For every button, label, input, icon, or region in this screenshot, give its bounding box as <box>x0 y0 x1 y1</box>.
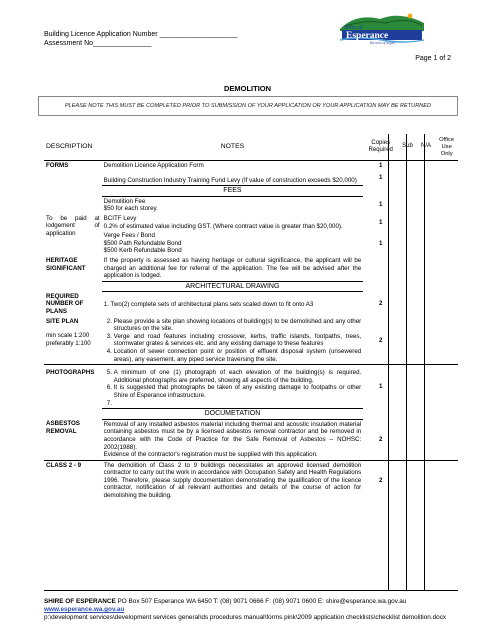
class-note: The demolition of Class 2 to 9 buildings necessitates an approved licensed demolition contractor to carry out the work in accordance with Occupation Safety and Health Regulations 1996. Therefore, please supply documentation demonstrating the qualification of the licence contractor, notification of all relevant authorities and details of the course of action for demolishing the building. <box>103 461 362 500</box>
document-title: DEMOLITION <box>223 84 272 93</box>
sub-checkbox[interactable] <box>398 365 417 409</box>
col-notes: NOTES <box>102 134 364 161</box>
site-plan-copies: 2 <box>363 317 398 365</box>
table-bottom-rule <box>44 590 458 591</box>
table-row <box>44 231 458 256</box>
bcitf-form-note: Building Construction Industry Training Fund Levy (If value of construction exceeds $20,000) <box>103 176 357 184</box>
architectural-title: ARCHITECTURAL DRAWING <box>102 281 364 292</box>
na-checkbox[interactable] <box>417 419 436 460</box>
assessment-number-line: Assessment No_______________ <box>44 40 152 47</box>
table-header-row <box>44 134 458 161</box>
office-cell <box>435 214 458 231</box>
table-row <box>44 317 458 365</box>
sub-checkbox[interactable] <box>398 292 417 317</box>
sub-checkbox[interactable] <box>398 161 417 171</box>
column-divider <box>388 134 389 590</box>
footer <box>44 598 458 622</box>
footer-address: PO Box 507 Esperance WA 6450 T: (08) 9071 0666 F: (08) 9071 0600 E: shire@esperance.wa.gov.au <box>115 598 407 605</box>
notice-text: PLEASE NOTE THIS MUST BE COMPLETED PRIOR TO SUBMISSION OF YOUR APPLICATION OR YOUR APPLICATION MAY BE RETURNED <box>64 103 432 109</box>
heritage-note: If the property is assessed as having heritage or cultural significance, the applicant will be charged an additional fee for referral of the application. The fee will be advised after the application is lodged. <box>103 256 362 280</box>
office-cell <box>435 419 458 460</box>
list-item: 4. Location of sewer connection point or position of effluent disposal system (unsewered areas), any easement, any piped service traversing the site. <box>114 348 362 363</box>
list-item: 6. It is suggested that photographs be taken of any existing damage to footpaths or other Shire of Esperance infrastructure. <box>114 384 362 399</box>
office-cell <box>435 231 458 256</box>
list-item: 2. Please provide a site plan showing locations of building(s) to be demolished and any other structures on the site. <box>114 318 362 333</box>
site-plan-list <box>104 318 362 364</box>
table-row <box>44 256 458 281</box>
na-checkbox[interactable] <box>417 161 436 171</box>
office-cell <box>435 171 458 186</box>
list-item <box>114 400 362 408</box>
col-office: Office Use Only <box>435 134 458 161</box>
documentation-title: DOCUMETATION <box>102 409 364 420</box>
architectural-section-row <box>44 281 458 292</box>
table-row <box>44 419 458 460</box>
required-plans-note: 1. Two(2) complete sets of architectural plans sets scaled down to fit onto A3 <box>103 300 314 308</box>
site-plan-label: SITE PLAN <box>46 317 79 325</box>
notice-box <box>38 96 458 116</box>
asbestos-copies: 2 <box>363 419 398 460</box>
na-checkbox[interactable] <box>417 256 436 281</box>
asbestos-label: ASBESTOS REMOVAL <box>44 419 102 460</box>
table-row <box>44 214 458 231</box>
bcitf-form-copies: 1 <box>379 174 383 182</box>
class-copies: 2 <box>379 476 383 484</box>
sub-checkbox[interactable] <box>398 171 417 186</box>
table-row <box>44 460 458 500</box>
footer-contact <box>44 598 458 606</box>
na-checkbox[interactable] <box>417 171 436 186</box>
na-checkbox[interactable] <box>417 317 436 365</box>
sub-checkbox[interactable] <box>398 317 417 365</box>
forms-copies: 1 <box>379 162 383 169</box>
logo-small-text: Shire of <box>344 25 363 31</box>
photographs-list <box>104 369 362 407</box>
verge-fees-copies: 1 <box>379 239 383 247</box>
na-checkbox[interactable] <box>417 292 436 317</box>
list-item: 5. A minimum of one (1) photograph of each elevation of the building(s) is required. Additional photographs are preferred, showing all aspects of the building. <box>114 369 362 384</box>
sub-checkbox[interactable] <box>398 419 417 460</box>
na-checkbox[interactable] <box>417 231 436 256</box>
footer-org: SHIRE OF ESPERANCE <box>44 598 116 605</box>
table-row <box>44 161 458 171</box>
office-cell <box>435 196 458 214</box>
table-row <box>44 292 458 317</box>
footer-website-link[interactable]: www.esperance.wa.gov.au <box>44 606 125 613</box>
sub-checkbox[interactable] <box>398 214 417 231</box>
office-cell <box>435 292 458 317</box>
heritage-label: HERITAGE SIGNIFICANT <box>46 256 86 272</box>
sub-checkbox[interactable] <box>398 231 417 256</box>
na-checkbox[interactable] <box>417 214 436 231</box>
col-copies: Copies Required <box>363 134 398 161</box>
bcitf-levy-note: BCITF Levy 0.2% of estimated value including GST. (Where contract value is greater than $20,000). <box>103 214 343 230</box>
fees-title: FEES <box>102 186 364 197</box>
photographs-label: PHOTOGRAPHS <box>46 369 95 377</box>
required-plans-label: REQUIRED NUMBER OF PLANS <box>46 292 84 315</box>
na-checkbox[interactable] <box>417 460 436 500</box>
documentation-section-row <box>44 409 458 420</box>
site-plan-scale: min scale 1:200 preferably 1:100 <box>46 332 91 347</box>
forms-note: Demolition Licence Application Form <box>103 162 204 169</box>
shire-logo <box>336 9 430 45</box>
table-row <box>44 171 458 186</box>
photographs-copies: 1 <box>379 383 383 391</box>
table-row <box>44 196 458 214</box>
col-description: DESCRIPTION <box>44 134 102 161</box>
forms-label: FORMS <box>46 162 69 169</box>
logo-main-text: Esperance <box>346 31 389 41</box>
demolition-fee-note: Demolition Fee $50 for each storey. <box>103 197 158 213</box>
na-checkbox[interactable] <box>417 196 436 214</box>
fees-section-row <box>44 186 458 197</box>
sub-checkbox[interactable] <box>398 256 417 281</box>
list-item: 3. Verge and road features including crossover, kerbs, traffic islands, footpaths, trees, stormwater grates & services etc. and any existing damage to these features <box>114 333 362 348</box>
logo-tagline: the west of bégin! <box>370 41 396 45</box>
table-row <box>44 365 458 409</box>
required-plans-copies: 2 <box>379 300 383 308</box>
na-checkbox[interactable] <box>417 365 436 409</box>
office-cell <box>435 256 458 281</box>
col-na: N/A <box>417 134 436 161</box>
column-divider <box>424 134 425 590</box>
bcitf-levy-copies: 1 <box>379 218 383 226</box>
asbestos-note: Removal of any installed asbestos material including thermal and acoustic insulation material containing asbestos must be by a licensed asbestos removal contractor and be removed in accordance with the Code of Practice for the Safe Removal of Asbestos – NOHSC: 2002(1988). Evidence of the contractor's registration must be supplied with this application. <box>102 419 364 460</box>
checklist-table <box>44 134 458 501</box>
sub-checkbox[interactable] <box>398 460 417 500</box>
column-divider <box>406 134 407 590</box>
col-sub: Sub <box>398 134 417 161</box>
office-cell <box>435 365 458 409</box>
sub-checkbox[interactable] <box>398 196 417 214</box>
footer-file-path: p:\development services\development services general\ds procedures manual\forms pink\2009 application checklists\checklist demolition.docx <box>44 614 447 621</box>
office-cell <box>435 317 458 365</box>
class-label: CLASS 2 - 9 <box>46 461 82 469</box>
office-cell <box>435 161 458 171</box>
page-number: Page 1 of 2 <box>415 55 451 62</box>
licence-number-line: Building Licence Application Number ____________________ <box>44 31 238 38</box>
office-cell <box>435 460 458 500</box>
verge-fees-note: Verge Fees / Bond $500 Path Refundable Bond $500 Kerb Refundable Bond <box>103 232 182 255</box>
demolition-fee-copies: 1 <box>379 201 383 209</box>
lodgement-label: To be paid at lodgement of application <box>46 214 100 237</box>
